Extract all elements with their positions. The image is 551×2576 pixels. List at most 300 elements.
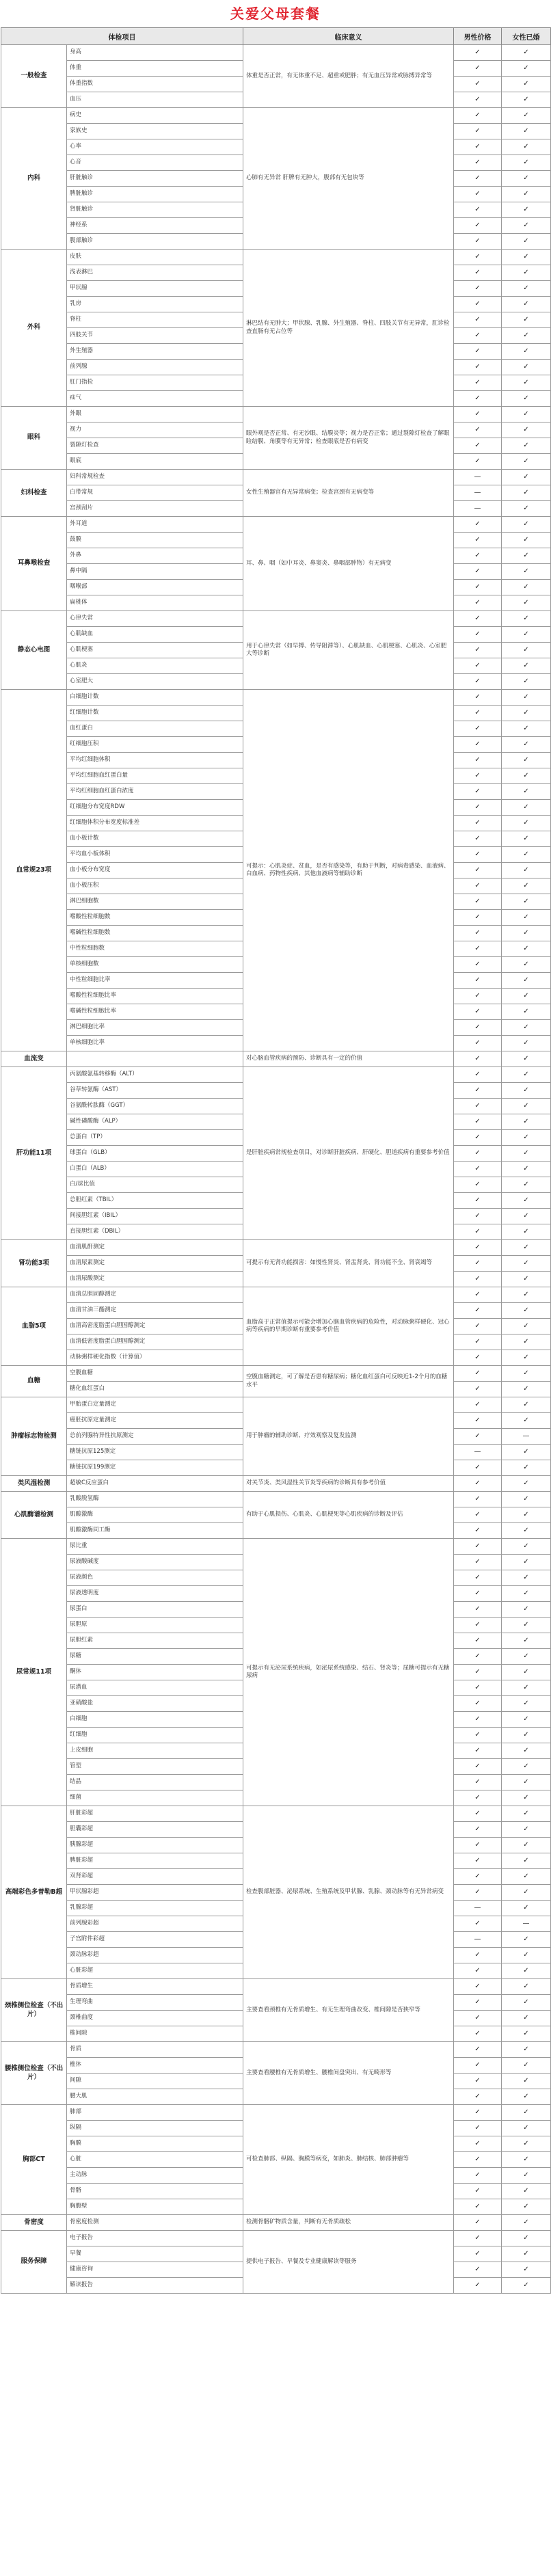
item-name: 骨质 [67, 2042, 243, 2058]
item-name: 电子报告 [67, 2231, 243, 2246]
male-check-mark: ✓ [454, 202, 502, 218]
female-check-mark: ✓ [502, 1507, 551, 1523]
male-check-mark: ✓ [454, 674, 502, 690]
item-name: 红细胞分布宽度RDW [67, 800, 243, 816]
item-name: 神经系 [67, 218, 243, 234]
section-category: 骨密度 [1, 2215, 67, 2231]
item-name: 红细胞 [67, 1728, 243, 1743]
female-check-mark: ✓ [502, 2231, 551, 2246]
female-check-mark: ✓ [502, 1476, 551, 1492]
item-name: 直接胆红素（DBIL） [67, 1224, 243, 1240]
male-check-mark: ✓ [454, 1586, 502, 1602]
female-check-mark: ✓ [502, 1743, 551, 1759]
female-check-mark: ✓ [502, 77, 551, 92]
section-category: 妇科检查 [1, 470, 67, 517]
male-check-mark: ✓ [454, 1303, 502, 1319]
male-check-mark: ✓ [454, 2168, 502, 2184]
section-meaning: 可提示：心肌炎症、贫血，是否有感染等，有助于判断，对病毒感染、血液病、白血病、药物性疾病、其他血液病等辅助诊断 [243, 690, 454, 1051]
male-check-mark: ✓ [454, 1114, 502, 1130]
item-name: 血清尿酸测定 [67, 1272, 243, 1287]
female-check-mark: ✓ [502, 1303, 551, 1319]
female-check-mark: ✓ [502, 1618, 551, 1633]
male-check-mark: ✓ [454, 1319, 502, 1334]
package-table [1, 27, 551, 2294]
female-check-mark: ✓ [502, 878, 551, 894]
male-check-mark: ✓ [454, 1948, 502, 1963]
item-name: 血清高密度脂蛋白胆固醇测定 [67, 1319, 243, 1334]
item-name: 浅表淋巴 [67, 265, 243, 281]
female-check-mark: ✓ [502, 627, 551, 643]
item-name: 前列腺彩超 [67, 1916, 243, 1932]
section-meaning: 淋巴结有无肿大；甲状腺、乳腺、外生殖器、脊柱、四肢关节有无异常，肛诊检查直肠有无占位等 [243, 250, 454, 407]
male-check-mark: ✓ [454, 989, 502, 1004]
table-header-row [1, 28, 551, 45]
female-check-mark: ✓ [502, 155, 551, 171]
male-check-mark: — [454, 1901, 502, 1916]
table-row [1, 1067, 551, 1083]
female-check-mark: ✓ [502, 375, 551, 391]
female-check-mark: ✓ [502, 1397, 551, 1413]
section-meaning: 女性生殖器官有无异常病变；检查宫颈有无病变等 [243, 470, 454, 517]
female-check-mark: ✓ [502, 1114, 551, 1130]
female-check-mark: ✓ [502, 643, 551, 658]
item-name: 红细胞计数 [67, 706, 243, 721]
male-check-mark: ✓ [454, 1775, 502, 1790]
male-check-mark: ✓ [454, 438, 502, 454]
female-check-mark: ✓ [502, 1633, 551, 1649]
male-check-mark: ✓ [454, 2184, 502, 2199]
male-check-mark: ✓ [454, 1728, 502, 1743]
item-name: 心音 [67, 155, 243, 171]
item-name: 外生殖器 [67, 344, 243, 360]
item-name: 心脏 [67, 2152, 243, 2168]
female-check-mark: ✓ [502, 1555, 551, 1570]
female-check-mark: ✓ [502, 894, 551, 910]
male-check-mark: ✓ [454, 2121, 502, 2136]
male-check-mark: — [454, 501, 502, 517]
item-name: 颈动脉彩超 [67, 1948, 243, 1963]
female-check-mark: — [502, 1916, 551, 1932]
item-name: 间隙 [67, 2074, 243, 2089]
male-check-mark: ✓ [454, 800, 502, 816]
section-category: 胸部CT [1, 2105, 67, 2215]
male-check-mark: ✓ [454, 926, 502, 941]
male-check-mark: ✓ [454, 1539, 502, 1555]
section-category: 心肌酶谱检测 [1, 1492, 67, 1539]
male-check-mark: ✓ [454, 580, 502, 595]
female-check-mark: ✓ [502, 1224, 551, 1240]
male-check-mark: ✓ [454, 1177, 502, 1193]
male-check-mark: ✓ [454, 2215, 502, 2231]
female-check-mark: ✓ [502, 1963, 551, 1979]
section-meaning: 空腹血糖测定，可了解是否患有糖尿病；糖化血红蛋白可反映近1-2个月的血糖水平 [243, 1366, 454, 1397]
section-meaning: 用于肿瘤的辅助诊断、疗效观察及复发监测 [243, 1397, 454, 1476]
female-check-mark: ✓ [502, 265, 551, 281]
item-name: 嗜碱性粒细胞比率 [67, 1004, 243, 1020]
male-check-mark: ✓ [454, 1680, 502, 1696]
male-check-mark: ✓ [454, 108, 502, 124]
female-check-mark: ✓ [502, 690, 551, 706]
female-check-mark: ✓ [502, 1083, 551, 1099]
male-check-mark: ✓ [454, 2042, 502, 2058]
item-name: 鼓膜 [67, 533, 243, 548]
item-name: 乳酸脱氢酶 [67, 1492, 243, 1507]
male-check-mark: ✓ [454, 1602, 502, 1618]
female-check-mark: ✓ [502, 1177, 551, 1193]
female-check-mark: ✓ [502, 768, 551, 784]
item-name: 外眼 [67, 407, 243, 422]
male-check-mark: ✓ [454, 690, 502, 706]
male-check-mark: ✓ [454, 391, 502, 407]
section-meaning: 耳、鼻、咽（如中耳炎、鼻窦炎、鼻咽部肿物）有无病变 [243, 517, 454, 611]
table-row [1, 1979, 551, 1995]
female-check-mark: ✓ [502, 1665, 551, 1680]
male-check-mark: ✓ [454, 1790, 502, 1806]
item-name: 肝脏彩超 [67, 1806, 243, 1822]
male-check-mark: ✓ [454, 312, 502, 328]
female-check-mark: ✓ [502, 595, 551, 611]
male-check-mark: ✓ [454, 281, 502, 297]
male-check-mark: ✓ [454, 234, 502, 250]
male-check-mark: ✓ [454, 1712, 502, 1728]
male-check-mark: ✓ [454, 1382, 502, 1397]
female-check-mark: ✓ [502, 297, 551, 312]
male-check-mark: ✓ [454, 1146, 502, 1162]
male-check-mark: ✓ [454, 957, 502, 973]
female-check-mark: ✓ [502, 1759, 551, 1775]
item-name: 肺部 [67, 2105, 243, 2121]
female-check-mark: ✓ [502, 1586, 551, 1602]
item-name: 空腹血糖 [67, 1366, 243, 1382]
female-check-mark: ✓ [502, 1004, 551, 1020]
item-name: 血清尿素测定 [67, 1256, 243, 1272]
female-check-mark: ✓ [502, 124, 551, 139]
item-name: 血清肌酐测定 [67, 1240, 243, 1256]
item-name: 体重 [67, 61, 243, 77]
female-check-mark: ✓ [502, 1130, 551, 1146]
header-category: 体检项目 [1, 28, 243, 45]
male-check-mark: ✓ [454, 658, 502, 674]
male-check-mark: ✓ [454, 1665, 502, 1680]
male-check-mark: ✓ [454, 2136, 502, 2152]
female-check-mark: ✓ [502, 2074, 551, 2089]
female-check-mark: ✓ [502, 2215, 551, 2231]
item-name: 骨密度检测 [67, 2215, 243, 2231]
female-check-mark: ✓ [502, 1051, 551, 1067]
item-name: 嗜酸性粒细胞比率 [67, 989, 243, 1004]
male-check-mark: ✓ [454, 863, 502, 878]
item-name: 早餐 [67, 2246, 243, 2262]
female-check-mark: ✓ [502, 171, 551, 187]
section-category: 血常规23项 [1, 690, 67, 1051]
item-name: 甲胎蛋白定量测定 [67, 1397, 243, 1413]
section-meaning: 主要查看颈椎有无骨质增生、有无生理弯曲改变、椎间隙是否狭窄等 [243, 1979, 454, 2042]
item-name: 尿潜血 [67, 1680, 243, 1696]
item-name: 鼻中隔 [67, 564, 243, 580]
item-name: 外鼻 [67, 548, 243, 564]
female-check-mark: ✓ [502, 1948, 551, 1963]
section-category: 眼科 [1, 407, 67, 470]
male-check-mark: ✓ [454, 737, 502, 753]
item-name: 总前列腺特异性抗原测定 [67, 1429, 243, 1445]
female-check-mark: ✓ [502, 1728, 551, 1743]
item-name: 尿糖 [67, 1649, 243, 1665]
table-row [1, 2042, 551, 2058]
section-category: 血糖 [1, 1366, 67, 1397]
male-check-mark: ✓ [454, 1067, 502, 1083]
male-check-mark: ✓ [454, 1334, 502, 1350]
table-row [1, 45, 551, 61]
male-check-mark: ✓ [454, 77, 502, 92]
table-row [1, 1397, 551, 1413]
female-check-mark: ✓ [502, 1319, 551, 1334]
item-name: 骨质增生 [67, 1979, 243, 1995]
male-check-mark: ✓ [454, 360, 502, 375]
table-row [1, 2105, 551, 2121]
item-name: 糖链抗原125测定 [67, 1445, 243, 1460]
female-check-mark: ✓ [502, 438, 551, 454]
item-name: 脊柱 [67, 312, 243, 328]
male-check-mark: ✓ [454, 831, 502, 847]
item-name: 心肌缺血 [67, 627, 243, 643]
item-name: 血小板分布宽度 [67, 863, 243, 878]
item-name: 管型 [67, 1759, 243, 1775]
male-check-mark: ✓ [454, 1460, 502, 1476]
female-check-mark: ✓ [502, 1680, 551, 1696]
male-check-mark: ✓ [454, 643, 502, 658]
male-check-mark: ✓ [454, 1963, 502, 1979]
male-check-mark: ✓ [454, 1429, 502, 1445]
male-check-mark: ✓ [454, 375, 502, 391]
section-category: 血流变 [1, 1051, 67, 1067]
female-check-mark: ✓ [502, 312, 551, 328]
section-category: 高端彩色多普勒B超 [1, 1806, 67, 1979]
section-meaning: 可提示有无肾功能损害：如慢性肾炎、肾盂肾炎、肾功能不全、肾衰竭等 [243, 1240, 454, 1287]
male-check-mark: ✓ [454, 265, 502, 281]
male-check-mark: ✓ [454, 1916, 502, 1932]
item-name: 单核细胞比率 [67, 1036, 243, 1051]
female-check-mark: ✓ [502, 706, 551, 721]
male-check-mark: ✓ [454, 1397, 502, 1413]
section-meaning: 主要查看腰椎有无骨质增生、腰椎间盘突出、有无畸形等 [243, 2042, 454, 2105]
male-check-mark: ✓ [454, 753, 502, 768]
female-check-mark: ✓ [502, 1146, 551, 1162]
item-name: 子宫附件彩超 [67, 1932, 243, 1948]
female-check-mark: ✓ [502, 1193, 551, 1209]
section-meaning: 用于心律失常（如早搏、传导阻滞等）、心肌缺血、心肌梗塞、心肌炎、心室肥大等诊断 [243, 611, 454, 690]
male-check-mark: ✓ [454, 847, 502, 863]
table-row [1, 1287, 551, 1303]
female-check-mark: ✓ [502, 61, 551, 77]
table-row [1, 1051, 551, 1067]
male-check-mark: ✓ [454, 816, 502, 831]
item-name: 白细胞 [67, 1712, 243, 1728]
female-check-mark: ✓ [502, 926, 551, 941]
female-check-mark: ✓ [502, 1570, 551, 1586]
female-check-mark: ✓ [502, 1256, 551, 1272]
item-name: 病史 [67, 108, 243, 124]
male-check-mark: ✓ [454, 1240, 502, 1256]
male-check-mark: ✓ [454, 1004, 502, 1020]
item-name: 中性粒细胞比率 [67, 973, 243, 989]
item-name: 超敏C反应蛋白 [67, 1476, 243, 1492]
female-check-mark: ✓ [502, 1979, 551, 1995]
female-check-mark: ✓ [502, 784, 551, 800]
male-check-mark: ✓ [454, 155, 502, 171]
item-name: 家族史 [67, 124, 243, 139]
female-check-mark: ✓ [502, 1036, 551, 1051]
female-check-mark: ✓ [502, 1350, 551, 1366]
item-name: 胸膜 [67, 2136, 243, 2152]
item-name: 腹部触诊 [67, 234, 243, 250]
item-name: 双肾彩超 [67, 1869, 243, 1885]
section-category: 肝功能11项 [1, 1067, 67, 1240]
male-check-mark: ✓ [454, 2246, 502, 2262]
section-category: 腰椎侧位检查（不出片） [1, 2042, 67, 2105]
female-check-mark: ✓ [502, 1602, 551, 1618]
male-check-mark: ✓ [454, 2105, 502, 2121]
item-name: 血红蛋白 [67, 721, 243, 737]
male-check-mark: ✓ [454, 2278, 502, 2294]
section-category: 尿常规11项 [1, 1539, 67, 1806]
item-name: 淋巴细胞数 [67, 894, 243, 910]
female-check-mark: ✓ [502, 187, 551, 202]
female-check-mark: ✓ [502, 485, 551, 501]
item-name: 尿液酸碱度 [67, 1555, 243, 1570]
table-row [1, 1806, 551, 1822]
female-check-mark: ✓ [502, 1901, 551, 1916]
female-check-mark: ✓ [502, 391, 551, 407]
female-check-mark: ✓ [502, 2184, 551, 2199]
female-check-mark: ✓ [502, 1460, 551, 1476]
item-name: 咽喉部 [67, 580, 243, 595]
item-name: 上皮细胞 [67, 1743, 243, 1759]
male-check-mark: ✓ [454, 1618, 502, 1633]
item-name: 心脏彩超 [67, 1963, 243, 1979]
item-name: 心肌炎 [67, 658, 243, 674]
female-check-mark: ✓ [502, 658, 551, 674]
male-check-mark: ✓ [454, 784, 502, 800]
item-name: 甲状腺 [67, 281, 243, 297]
section-meaning: 检查腹部脏器、泌尿系统、生殖系统及甲状腺、乳腺、颈动脉等有无异常病变 [243, 1806, 454, 1979]
header-female-married: 女性已婚 [502, 28, 551, 45]
male-check-mark: — [454, 1932, 502, 1948]
female-check-mark: ✓ [502, 328, 551, 344]
female-check-mark: ✓ [502, 847, 551, 863]
female-check-mark: ✓ [502, 501, 551, 517]
male-check-mark: ✓ [454, 1570, 502, 1586]
female-check-mark: ✓ [502, 218, 551, 234]
item-name: 纵隔 [67, 2121, 243, 2136]
female-check-mark: ✓ [502, 721, 551, 737]
table-row [1, 1366, 551, 1382]
item-name: 白/球比值 [67, 1177, 243, 1193]
female-check-mark: ✓ [502, 941, 551, 957]
male-check-mark: ✓ [454, 517, 502, 533]
male-check-mark: ✓ [454, 1287, 502, 1303]
section-meaning: 是肝脏疾病常规检查项目，对诊断肝脏疾病、肝硬化、胆道疾病有重要参考价值 [243, 1067, 454, 1240]
female-check-mark: ✓ [502, 360, 551, 375]
male-check-mark: ✓ [454, 1853, 502, 1869]
item-name: 尿胆红素 [67, 1633, 243, 1649]
female-check-mark: ✓ [502, 1382, 551, 1397]
table-row [1, 611, 551, 627]
male-check-mark: ✓ [454, 2199, 502, 2215]
female-check-mark: ✓ [502, 1712, 551, 1728]
section-meaning: 可提示有无泌尿系统疾病，如泌尿系统感染、结石、肾炎等；尿糖可提示有无糖尿病 [243, 1539, 454, 1806]
header-male-price: 男性价格 [454, 28, 502, 45]
item-name: 谷氨酰转肽酶（GGT） [67, 1099, 243, 1114]
male-check-mark: ✓ [454, 1350, 502, 1366]
female-check-mark: ✓ [502, 422, 551, 438]
item-name: 平均红细胞血红蛋白浓度 [67, 784, 243, 800]
section-meaning: 体重是否正常，有无体重不足、超重或肥胖；有无血压异常或脉搏异常等 [243, 45, 454, 108]
item-name: 尿蛋白 [67, 1602, 243, 1618]
male-check-mark: ✓ [454, 1979, 502, 1995]
male-check-mark: ✓ [454, 1051, 502, 1067]
male-check-mark: ✓ [454, 627, 502, 643]
item-name: 白细胞计数 [67, 690, 243, 706]
item-name: 总蛋白（TP） [67, 1130, 243, 1146]
item-name: 血清甘油三酯测定 [67, 1303, 243, 1319]
item-name: 血清低密度脂蛋白胆固醇测定 [67, 1334, 243, 1350]
item-name: 裂隙灯检查 [67, 438, 243, 454]
table-row [1, 2215, 551, 2231]
header-meaning: 临床意义 [243, 28, 454, 45]
item-name: 淋巴细胞比率 [67, 1020, 243, 1036]
female-check-mark: ✓ [502, 2278, 551, 2294]
item-name: 总胆红素（TBIL） [67, 1193, 243, 1209]
female-check-mark: ✓ [502, 548, 551, 564]
female-check-mark: ✓ [502, 737, 551, 753]
item-name: 心律失常 [67, 611, 243, 627]
male-check-mark: ✓ [454, 564, 502, 580]
male-check-mark: ✓ [454, 45, 502, 61]
female-check-mark: ✓ [502, 1445, 551, 1460]
female-check-mark: ✓ [502, 1492, 551, 1507]
male-check-mark: ✓ [454, 124, 502, 139]
male-check-mark: ✓ [454, 1869, 502, 1885]
female-check-mark: ✓ [502, 580, 551, 595]
item-name: 视力 [67, 422, 243, 438]
female-check-mark: ✓ [502, 674, 551, 690]
table-row [1, 690, 551, 706]
male-check-mark: ✓ [454, 548, 502, 564]
section-category: 内科 [1, 108, 67, 250]
item-name: 心率 [67, 139, 243, 155]
female-check-mark: ✓ [502, 1366, 551, 1382]
male-check-mark: ✓ [454, 1995, 502, 2011]
male-check-mark: — [454, 470, 502, 485]
item-name: 球蛋白（GLB） [67, 1146, 243, 1162]
male-check-mark: ✓ [454, 1272, 502, 1287]
item-name: 酮体 [67, 1665, 243, 1680]
male-check-mark: ✓ [454, 1036, 502, 1051]
table-row [1, 108, 551, 124]
table-row [1, 250, 551, 265]
item-name: 心肌梗塞 [67, 643, 243, 658]
female-check-mark: ✓ [502, 957, 551, 973]
male-check-mark: ✓ [454, 1838, 502, 1853]
male-check-mark: ✓ [454, 1209, 502, 1224]
female-check-mark: ✓ [502, 533, 551, 548]
female-check-mark: ✓ [502, 470, 551, 485]
table-row [1, 1492, 551, 1507]
section-category: 血脂5项 [1, 1287, 67, 1366]
item-name: 扁桃体 [67, 595, 243, 611]
female-check-mark: ✓ [502, 1209, 551, 1224]
item-name: 尿液透明度 [67, 1586, 243, 1602]
